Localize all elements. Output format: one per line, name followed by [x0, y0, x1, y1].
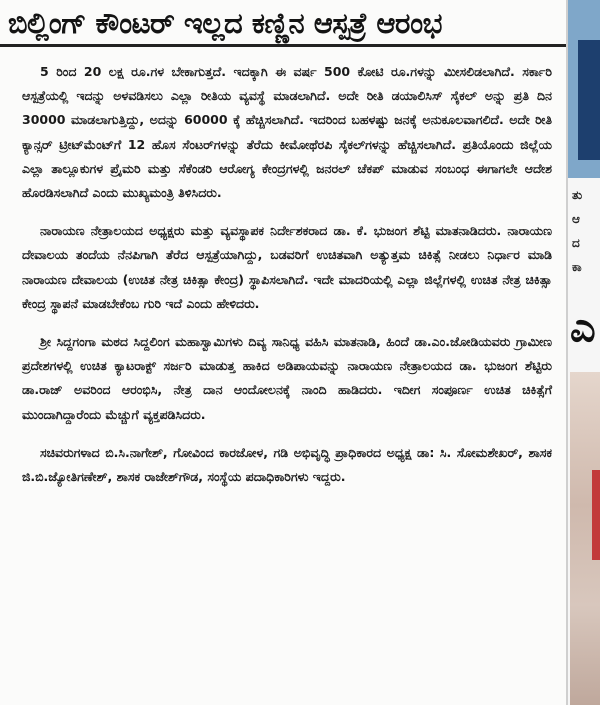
adjacent-photo-shadow — [578, 40, 600, 160]
paragraph: ನಾರಾಯಣ ನೇತ್ರಾಲಯದ ಅಧ್ಯಕ್ಷರು ಮತ್ತು ವ್ಯವಸ್ಥಾಪಕ ನಿರ್ದೇಶಕರಾದ ಡಾ. ಕೆ. ಭುಜಂಗ ಶೆಟ್ಟಿ ಮಾತನಾಡಿದರು. ನಾರಾಯಣ ದೇವಾಲಯ ತಂದೆಯ ನೆನಪಿಗಾಗಿ ತೆರೆದ ಆಸ್ಪತ್ರೆಯಾಗಿದ್ದು, ಬಡವರಿಗೆ ಉಚಿತವಾಗಿ ಅತ್ಯುತ್ತಮ ಚಿಕಿತ್ಸೆ ನೀಡಲು ನಿರ್ಧಾರ ಮಾಡಿ ನಾರಾಯಣ ದೇವಾಲಯ (ಉಚಿತ ನೇತ್ರ ಚಿಕಿತ್ಸಾ ಕೇಂದ್ರ) ಸ್ಥಾಪಿಸಲಾಗಿದೆ. ಇದೇ ಮಾದರಿಯಲ್ಲಿ ಎಲ್ಲಾ ಜಿಲ್ಲೆಗಳಲ್ಲಿ ಉಚಿತ ನೇತ್ರ ಚಿಕಿತ್ಸಾ ಕೇಂದ್ರ ಸ್ಥಾಪನೆ ಮಾಡಬೇಕೆಂಬ ಗುರಿ ಇದೆ ಎಂದು ಹೇಳಿದರು. — [22, 223, 552, 311]
adjacent-headline-fragment: ಎ — [570, 305, 596, 351]
paragraph: ಶ್ರೀ ಸಿದ್ದಗಂಗಾ ಮಠದ ಸಿದ್ದಲಿಂಗ ಮಹಾಸ್ವಾಮಿಗಳು ದಿವ್ಯ ಸಾನಿಧ್ಯ ವಹಿಸಿ ಮಾತನಾಡಿ, ಹಿಂದೆ ಡಾ.ಎಂ.ಜೋಡಿಯವರು ಗ್ರಾಮೀಣ ಪ್ರದೇಶಗಳಲ್ಲಿ ಉಚಿತ ಕ್ಯಾಟರಾಕ್ಟ್ ಸರ್ಜರಿ ಮಾಡುತ್ತ ಹಾಕಿದ ಅಡಿಪಾಯವನ್ನು ನಾರಾಯಣ ನೇತ್ರಾಲಯದ ಡಾ. ಭುಜಂಗ ಶೆಟ್ಟಿರು ಡಾ.ರಾಜ್ ಅವರಿಂದ ಆರಂಭಿಸಿ, ನೇತ್ರ ದಾನ ಆಂದೋಲನಕ್ಕೆ ನಾಂದಿ ಹಾಡಿದರು. ಇದೀಗ ಸಂಪೂರ್ಣ ಉಚಿತ ಚಿಕಿತ್ಸೆಗೆ ಮುಂದಾಗಿದ್ದಾರೆಂದು ಮೆಚ್ಚುಗೆ ವ್ಯಕ್ತಪಡಿಸಿದರು. — [22, 334, 552, 422]
adjacent-text-fragment: ತು — [572, 188, 583, 202]
adjacent-text-fragment: ಆ — [572, 212, 580, 226]
paragraph: ಸಚಿವರುಗಳಾದ ಬಿ.ಸಿ.ನಾಗೇಶ್, ಗೋವಿಂದ ಕಾರಜೋಳ, ಗಡಿ ಅಭಿವೃದ್ಧಿ ಪ್ರಾಧಿಕಾರದ ಅಧ್ಯಕ್ಷ ಡಾ: ಸಿ. ಸೋಮಶೇಖರ್, ಶಾಸಕ ಜಿ.ಬಿ.ಜ್ಯೋತಿಗಣೇಶ್, ಶಾಸಕ ರಾಜೇಶ್‌ಗೌಡ, ಸಂಸ್ಥೆಯ ಪದಾಧಿಕಾರಿಗಳು ಇದ್ದರು. — [22, 444, 552, 485]
adjacent-text-fragment: ದ — [572, 236, 580, 250]
headline: ಬಿಲ್ಲಿಂಗ್ ಕೌಂಟರ್ ಇಲ್ಲದ ಕಣ್ಣಿನ ಆಸ್ಪತ್ರೆ ಆರಂಭ — [8, 6, 442, 40]
adjacent-photo-detail — [592, 470, 600, 560]
headline-rule — [0, 44, 566, 47]
article-body — [22, 60, 552, 489]
adjacent-text-fragment: ಕಾ — [572, 260, 582, 274]
paragraph: 5 ರಿಂದ 20 ಲಕ್ಷ ರೂ.ಗಳ ಬೇಕಾಗುತ್ತದೆ. ಇದಕ್ಕಾಗಿ ಈ ವರ್ಷ 500 ಕೋಟಿ ರೂ.ಗಳನ್ನು ಮೀಸಲಿಡಲಾಗಿದೆ. ಸರ್ಕಾರಿ ಆಸ್ಪತ್ರೆಯಲ್ಲಿ ಇದನ್ನು ಅಳವಡಿಸಲು ಎಲ್ಲಾ ರೀತಿಯ ವ್ಯವಸ್ಥೆ ಮಾಡಲಾಗಿದೆ. ಅದೇ ರೀತಿ ಡಯಾಲಿಸಿಸ್ ಸೈಕಲ್ ಅನ್ನು ಪ್ರತಿ ದಿನ 30000 ಮಾಡಲಾಗುತ್ತಿದ್ದು, ಅದನ್ನು 60000 ಕ್ಕೆ ಹೆಚ್ಚಿಸಲಾಗಿದೆ. ಇದರಿಂದ ಬಹಳಷ್ಟು ಜನಕ್ಕೆ ಅನುಕೂಲವಾಗಲಿದೆ. ಅದೇ ರೀತಿ ಕ್ಯಾನ್ಸರ್ ಟ್ರೀಟ್‌ಮೆಂಟ್‌ಗೆ 12 ಹೊಸ ಸೆಂಟರ್‌ಗಳನ್ನು ತೆರೆದು ಕೀಮೋಥೆರಪಿ ಸೈಕಲ್‌ಗಳನ್ನು ಹೆಚ್ಚಿಸಲಾಗಿದೆ. ಪ್ರತಿಯೊಂದು ಜಿಲ್ಲೆಯ ಎಲ್ಲಾ ತಾಲ್ಲೂಕುಗಳ ಪ್ರೈಮರಿ ಮತ್ತು ಸೆಕೆಂಡರಿ ಆರೋಗ್ಯ ಕೇಂದ್ರಗಳಲ್ಲಿ ಜನರಲ್ ಚೆಕಪ್ ಮಾಡುವ ಸಂಬಂಧ ಈಗಾಗಲೇ ಆದೇಶ ಹೊರಡಿಸಲಾಗಿದೆ ಎಂದು ಮುಖ್ಯಮಂತ್ರಿ ತಿಳಿಸಿದರು. — [22, 64, 552, 201]
